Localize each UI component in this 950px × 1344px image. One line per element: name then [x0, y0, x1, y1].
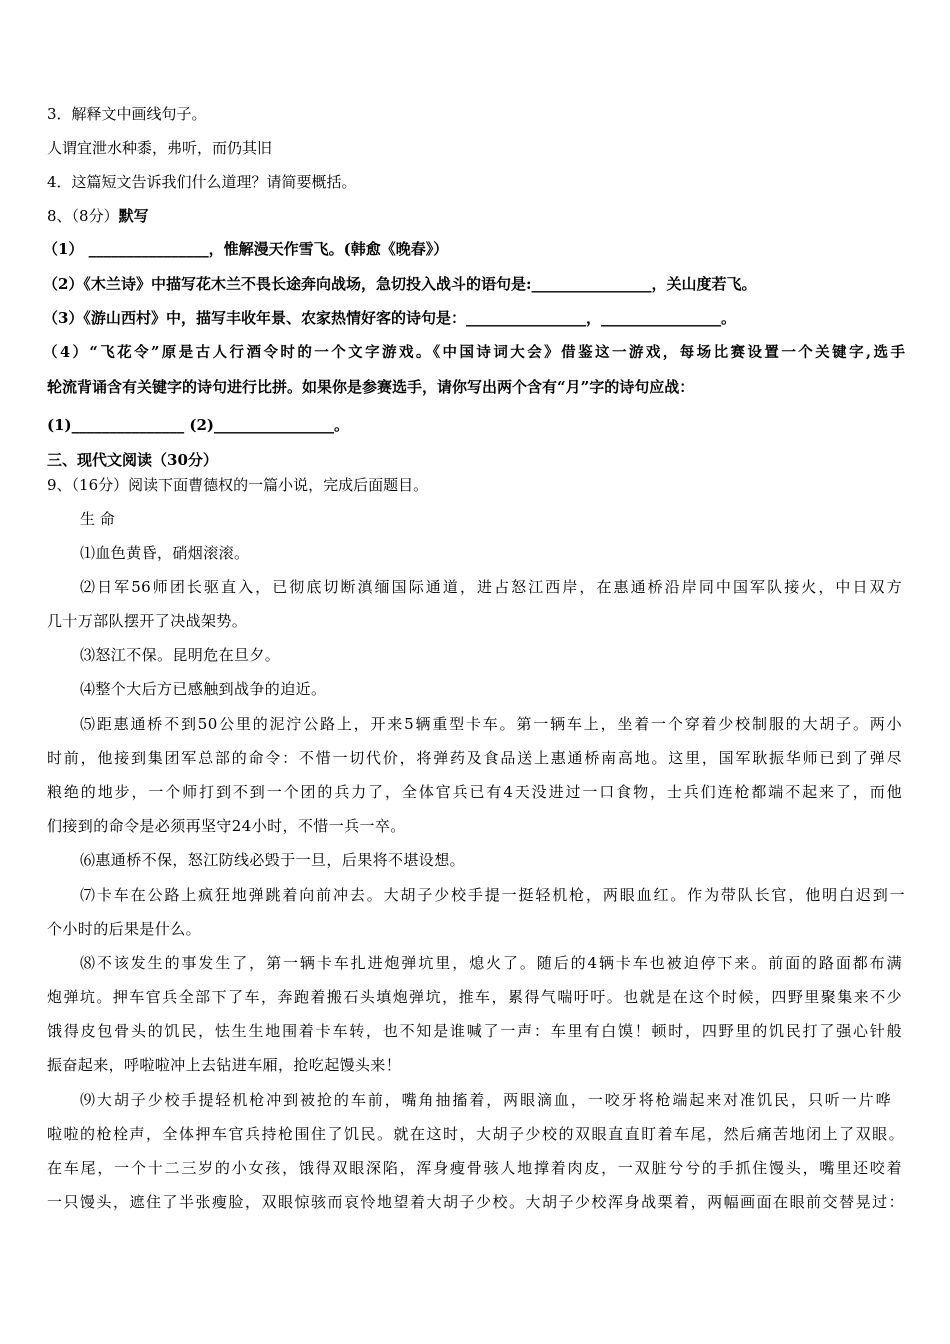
story-line: 粮绝的地步，一个师打到不到一个团的兵力了，全体官兵已有4天没进过一口食物，士兵们连枪都端不起来了，而他 — [47, 783, 902, 801]
q9-intro: 9、（16分）阅读下面曹德权的一篇小说，完成后面题目。 — [47, 476, 429, 494]
q4-prompt: 4．这篇短文告诉我们什么道理？请简要概括。 — [47, 173, 357, 191]
story-line: ⑹惠通桥不保，怒江防线必毁于一旦，后果将不堪设想。 — [80, 851, 466, 869]
story-line: 在车尾，一个十二三岁的小女孩，饿得双眼深陷，浑身瘦骨骇人地撑着肉皮，一双脏兮兮的手抓住馒头，嘴里还咬着 — [47, 1159, 902, 1177]
story-line: 时前，他接到集团军总部的命令：不惜一切代价，将弹药及食品送上惠通桥南高地。这里，国军耿振华师已到了弹尽 — [47, 749, 902, 767]
q8-item-2: （2）《木兰诗》中描写花木兰不畏长途奔向战场，急切投入战斗的语句是:________________，关山度若飞。 — [43, 275, 757, 293]
section-3-title: 三、现代文阅读（30分） — [47, 451, 218, 469]
story-line: 振奋起来，呼啦啦冲上去钻进车厢，抢吃起馒头来！ — [47, 1056, 402, 1074]
story-line: ⑼大胡子少校手提轻机枪冲到被抢的车前，嘴角抽搐着，两眼滴血，一咬牙将枪端起来对准饥民，只听一片哗 — [80, 1091, 891, 1109]
q8-number: 8、 — [47, 207, 72, 225]
story-line: 几十万部队摆开了决战架势。 — [47, 612, 248, 630]
story-line: ⑺卡车在公路上疯狂地弹跳着向前冲去。大胡子少校手提一挺轻机枪，两眼血红。作为带队长官，他明白迟到一 — [80, 886, 905, 904]
story-title: 生 命 — [80, 510, 115, 528]
q3-prompt: 3．解释文中画线句子。 — [47, 105, 207, 123]
story-line: ⑸距惠通桥不到50公里的泥泞公路上，开来5辆重型卡车。第一辆车上，坐着一个穿着少校制服的大胡子。两小 — [80, 715, 902, 733]
story-line: 饿得皮包骨头的饥民，怯生生地围着卡车转，也不知是谁喊了一声：车里有白馍！顿时，四野里的饥民打了强心针般 — [47, 1022, 902, 1040]
story-line: ⑷整个大后方已感触到战争的迫近。 — [80, 680, 327, 698]
q8-item-4-line-2: 轮流背诵含有关键字的诗句进行比拼。如果你是参赛选手，请你写出两个含有“月”字的诗句应战： — [47, 378, 695, 396]
story-line: 一只馒头，遮住了半张瘦脸，双眼惊骇而哀怜地望着大胡子少校。大胡子少校浑身战栗着，两幅画面在眼前交替晃过： — [47, 1193, 904, 1211]
q8-item-1: （1） ________________，惟解漫天作雪飞。(韩愈《晚春》） — [43, 240, 449, 258]
q8-heading — [47, 205, 149, 226]
q8-item-4-line-1: （4）“飞花令”原是古人行酒令时的一个文字游戏。《中国诗词大会》借鉴这一游戏，每场比赛设置一个关键字,选手 — [43, 344, 905, 361]
story-line: ⑶怒江不保。昆明危在旦夕。 — [80, 646, 281, 664]
story-line: ⑴血色黄昏，硝烟滚滚。 — [80, 544, 250, 562]
story-line: 炮弹坑。押车官兵全部下了车，奔跑着搬石头填炮弹坑，推车，累得气喘吁吁。也就是在这个时候，四野里聚集来不少 — [47, 988, 902, 1006]
q8-score: （8分） — [71, 207, 119, 225]
q3-sentence: 人谓宜泄水种黍，弗听，而仍其旧 — [47, 139, 273, 157]
story-line: 们接到的命令是必须再坚守24小时，不惜一兵一卒。 — [47, 817, 406, 835]
story-line: 啦啦的枪栓声，全体押车官兵持枪围住了饥民。就在这时，大胡子少校的双眼直直盯着车尾，然后痛苦地闭上了双眼。 — [47, 1125, 904, 1143]
story-line: 个小时的后果是什么。 — [47, 920, 202, 938]
story-line: ⑻不该发生的事发生了，第一辆卡车扎进炮弹坑里，熄火了。随后的4辆卡车也被迫停下来。前面的路面都布满 — [80, 954, 902, 972]
story-line: ⑵日军56师团长驱直入，已彻底切断滇缅国际通道，进占怒江西岸，在惠通桥沿岸同中国军队接火，中日双方 — [80, 578, 902, 596]
q8-item-3: （3）《游山西村》中，描写丰收年景、农家热情好客的诗句是：________________，________________。 — [43, 309, 736, 327]
q8-title: 默写 — [118, 207, 149, 225]
q8-answer-blanks: (1)_______________ (2)________________。 — [47, 416, 349, 434]
